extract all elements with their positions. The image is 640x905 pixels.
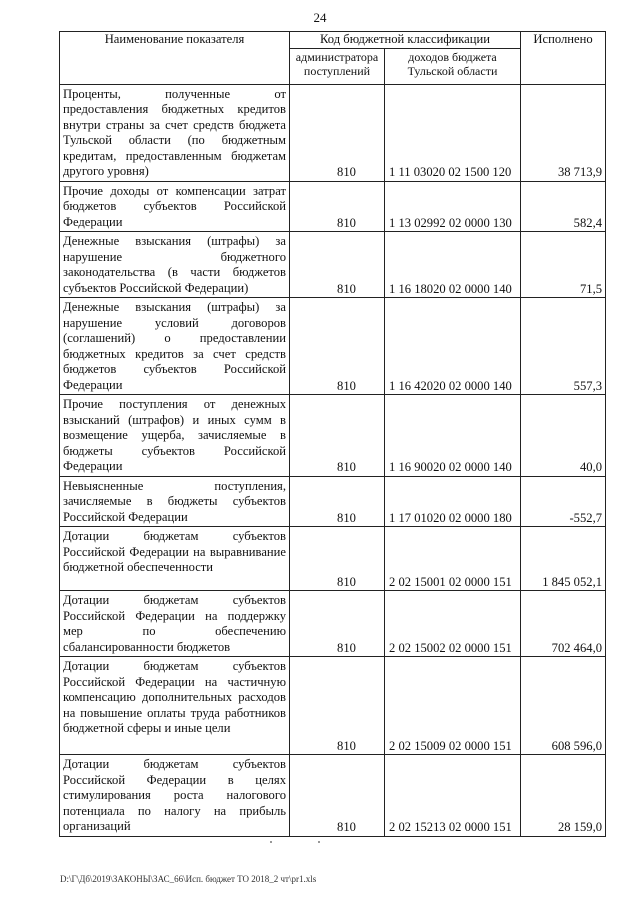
table-row [60,232,606,298]
row-amount: 702 464,0 [521,591,606,657]
row-amount: 582,4 [521,181,606,232]
row-name: Невыясненные поступления, зачисляемые в бюджеты субъектов Российской Федерации [60,476,290,527]
row-name: Дотации бюджетам субъектов Российской Федерации в целях стимулирования роста налогового потенциала по налогу на прибыль организаций [60,755,290,837]
table-row [60,527,606,591]
page-number: 24 [313,10,327,25]
table-row [60,84,606,181]
row-revenue-code: 1 13 02992 02 0000 130 [385,181,521,232]
row-admin-code: 810 [290,181,385,232]
file-path-footer: D:\Г\Дб\2019\ЗАКОНЫ\ЗАС_66\Исп. бюджет ТО 2018_2 чт\рr1.xls [60,874,317,884]
row-name: Дотации бюджетам субъектов Российской Федерации на частичную компенсацию дополнительных расходов на повышение оплаты труда работников бюджетной сферы и иные цели [60,657,290,755]
row-revenue-code: 1 16 18020 02 0000 140 [385,232,521,298]
row-revenue-code: 1 17 01020 02 0000 180 [385,476,521,527]
row-name: Дотации бюджетам субъектов Российской Федерации на поддержку мер по обеспечению сбалансированности бюджетов [60,591,290,657]
row-amount: 608 596,0 [521,657,606,755]
table-row [60,298,606,395]
table-row [60,755,606,837]
header-code-group: Код бюджетной классификации [290,32,521,49]
row-revenue-code: 1 16 42020 02 0000 140 [385,298,521,395]
row-name: Дотации бюджетам субъектов Российской Федерации на выравнивание бюджетной обеспеченности [60,527,290,591]
table-row [60,591,606,657]
header-admin: администратора поступлений [290,48,385,84]
row-name: Прочие поступления от денежных взысканий (штрафов) и иных сумм в возмещение ущерба, зачисляемые в бюджеты субъектов Российской Федерации [60,395,290,477]
row-revenue-code: 2 02 15009 02 0000 151 [385,657,521,755]
row-admin-code: 810 [290,755,385,837]
header-revenue: доходов бюджета Тульской области [385,48,521,84]
budget-table [59,31,606,837]
row-revenue-code: 1 11 03020 02 1500 120 [385,84,521,181]
row-admin-code: 810 [290,476,385,527]
row-admin-code: 810 [290,395,385,477]
row-revenue-code: 2 02 15002 02 0000 151 [385,591,521,657]
row-admin-code: 810 [290,657,385,755]
table-row [60,181,606,232]
row-revenue-code: 2 02 15213 02 0000 151 [385,755,521,837]
row-admin-code: 810 [290,84,385,181]
row-amount: 557,3 [521,298,606,395]
row-amount: 40,0 [521,395,606,477]
row-name: Денежные взыскания (штрафы) за нарушение бюджетного законодательства (в части бюджетов субъектов Российской Федерации) [60,232,290,298]
row-name: Проценты, полученные от предоставления бюджетных кредитов внутри страны за счет средств бюджета Тульской области (по бюджетным кредитам, предоставленным бюджетам другого уровня) [60,84,290,181]
row-admin-code: 810 [290,298,385,395]
row-amount: -552,7 [521,476,606,527]
row-amount: 1 845 052,1 [521,527,606,591]
table-row [60,657,606,755]
row-admin-code: 810 [290,527,385,591]
table-row [60,476,606,527]
header-name: Наименование показателя [60,32,290,85]
row-name: Денежные взыскания (штрафы) за нарушение условий договоров (соглашений) о предоставлении бюджетных кредитов за счет средств бюджетов субъектов Российской Федерации [60,298,290,395]
row-admin-code: 810 [290,232,385,298]
row-name: Прочие доходы от компенсации затрат бюджетов субъектов Российской Федерации [60,181,290,232]
row-admin-code: 810 [290,591,385,657]
row-amount: 71,5 [521,232,606,298]
header-executed: Исполнено [521,32,606,85]
row-revenue-code: 2 02 15001 02 0000 151 [385,527,521,591]
table-row [60,395,606,477]
row-amount: 28 159,0 [521,755,606,837]
row-revenue-code: 1 16 90020 02 0000 140 [385,395,521,477]
scan-speck [318,841,320,843]
row-amount: 38 713,9 [521,84,606,181]
scan-speck [270,841,272,843]
